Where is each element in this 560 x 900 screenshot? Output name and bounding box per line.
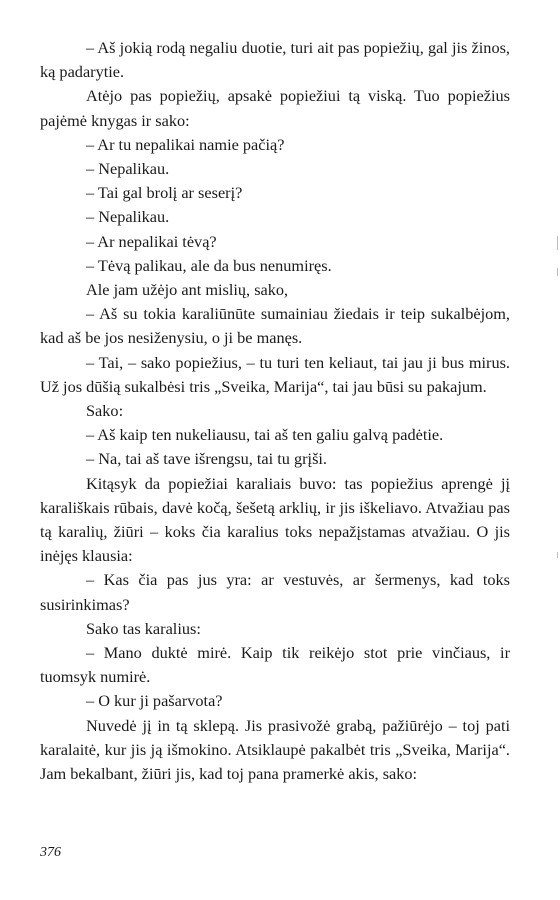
paragraph: Nuvedė jį in tą sklepą. Jis prasivožė grabą, pažiūrėjo – toj pati karalaitė, kur jis ją išmokino. Atsiklaupė pakalbėt tris „Sveika, Marija“. Jam bekalbant, žiūri jis, kad toj pana pramerkė akis, sako: [40,715,510,784]
paragraph: – Nepalikau. [86,207,170,227]
margin-mark [557,552,558,558]
margin-mark [557,236,558,250]
paragraph: Kitąsyk da popiežiai karaliais buvo: tas popiežius aprengė jį karališkais rūbais, davė kočą, šešetą arklių, ir jis iškeliavo. Atvažiau pas tą karalių, žiūri – koks čia karalius toks nepažįstamas atvažiau. O jis inėjęs klausia: [40,473,510,566]
paragraph: – Mano duktė mirė. Kaip tik reikėjo stot prie vinčiaus, ir tuomsyk numirė. [40,643,510,687]
paragraph: Ale jam užėjo ant mislių, sako, [86,280,289,300]
paragraph: – Aš su tokia karaliūnūte sumainiau žiedais ir teip sukalbėjom, kad aš be jos nesiženysiu, o ji be manęs. [40,304,510,348]
paragraph: – Ar tu nepalikai namie pačią? [86,134,285,154]
paragraph: – Kas čia pas jus yra: ar vestuvės, ar šermenys, kad toks susirinkimas? [40,570,510,614]
paragraph: – Na, tai aš tave išrengsu, tai tu grįši. [86,449,327,469]
paragraph: Sako tas karalius: [86,618,201,638]
paragraph: – Tai, – sako popiežius, – tu turi ten keliaut, tai jau ji bus mirus. Už jos dūšią sukalbėsi tris „Sveika, Marija“, tai jau būsi su pakajum. [40,352,510,396]
paragraph: – O kur ji pašarvota? [86,691,223,711]
paragraph: Sako: [86,401,124,421]
paragraph: – Nepalikau. [86,159,170,179]
paragraph: – Aš kaip ten nukeliausu, tai aš ten galiu galvą padėtie. [86,425,444,445]
paragraph: – Tai gal brolį ar seserį? [86,183,243,203]
paragraph: – Ar nepalikai tėvą? [86,231,217,251]
paragraph: – Tėvą palikau, ale da bus nenumiręs. [86,255,332,275]
page-number: 376 [40,845,61,860]
paragraph: Atėjo pas popiežių, apsakė popiežiui tą viską. Tuo popiežius pajėmė knygas ir sako: [40,86,510,130]
paragraph: – Aš jokią rodą negaliu duotie, turi ait pas popiežių, gal jis žinos, ką padarytie. [40,38,510,82]
margin-mark [557,268,558,276]
page-text [40,36,510,786]
